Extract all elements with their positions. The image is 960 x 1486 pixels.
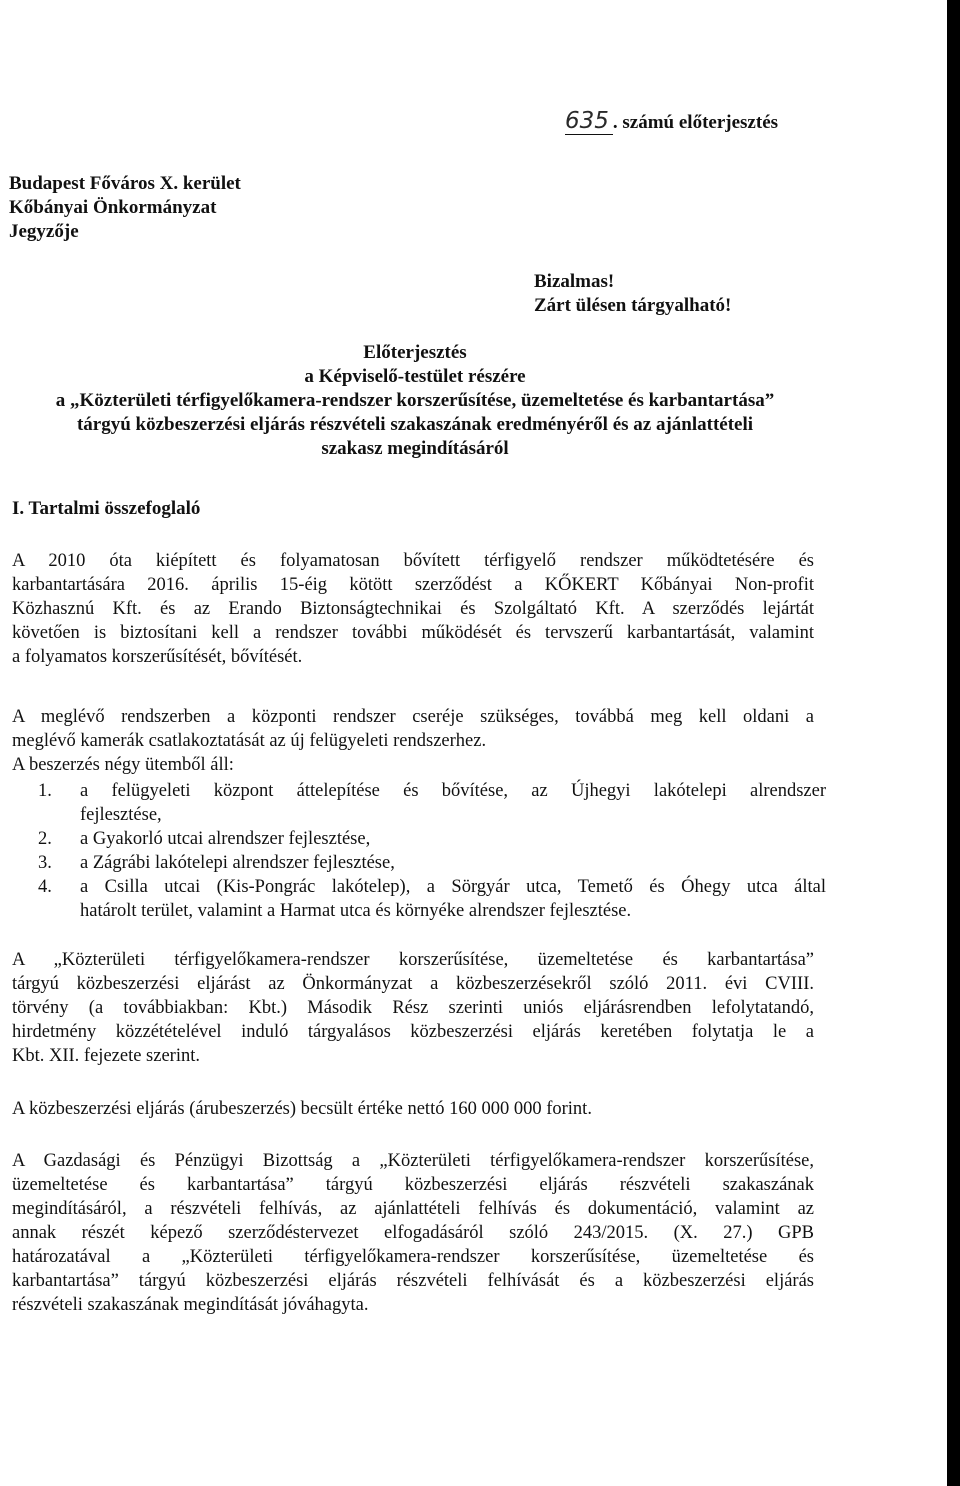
paragraph-line: határozatával a „Közterületi térfigyelőkamera-rendszer korszerűsítése, üzemeltetése és <box>12 1247 814 1267</box>
list-line: fejlesztése, <box>80 805 162 825</box>
scan-edge-band <box>947 0 960 1486</box>
list-item <box>12 779 826 827</box>
section-heading: I. Tartalmi összefoglaló <box>12 498 201 519</box>
proposal-number <box>565 108 778 135</box>
issuer-line: Kőbányai Önkormányzat <box>9 197 217 218</box>
list-item <box>12 875 826 923</box>
paragraph-line: részvételi szakaszának megindítását jóváhagyta. <box>12 1295 369 1315</box>
list-line: a felügyeleti központ áttelepítése és bővítése, az Újhegyi lakótelepi alrendszer <box>80 781 826 801</box>
paragraph-line: karbantartása” tárgyú közbeszerzési eljárás részvételi felhívását és a közbeszerzési eljárás <box>12 1271 814 1291</box>
list-text <box>80 779 826 827</box>
issuer-block <box>9 172 409 244</box>
paragraph-line: karbantartására 2016. április 15-éig kötött szerződést a KŐKERT Kőbányai Non-profit <box>12 575 814 595</box>
document-title <box>0 341 830 461</box>
paragraph-line: Kbt. XII. fejezete szerint. <box>12 1046 200 1066</box>
title-line: szakasz megindításáról <box>321 438 509 459</box>
handwritten-number: 635 <box>565 108 613 135</box>
paragraph-line: törvény (a továbbiakban: Kbt.) Második Rész szerinti uniós eljárásrendben lefolytatandó, <box>12 998 814 1018</box>
list-text <box>80 851 826 875</box>
paragraph-5 <box>12 1149 814 1317</box>
title-line: tárgyú közbeszerzési eljárás részvételi szakaszának eredményéről és az ajánlattételi <box>76 414 754 435</box>
closed-session-label: Zárt ülésen tárgyalható! <box>534 295 732 316</box>
list-line: a Csilla utcai (Kis-Pongrác lakótelep), a Sörgyár utca, Temető és Óhegy utca által <box>80 877 826 897</box>
issuer-line: Jegyzője <box>9 221 79 242</box>
title-line: a Képviselő-testület részére <box>304 366 526 387</box>
paragraph-line: meglévő kamerák csatlakoztatását az új felügyeleti rendszerhez. <box>12 731 487 751</box>
paragraph-line: A beszerzés négy ütemből áll: <box>12 755 234 775</box>
paragraph-line: Közhasznú Kft. és az Erando Biztonságtechnikai és Szolgáltató Kft. A szerződés lejártát <box>12 599 814 619</box>
list-item <box>12 827 814 851</box>
list-line: a Zágrábi lakótelepi alrendszer fejlesztése, <box>80 853 395 873</box>
paragraph-line: követően is biztosítani kell a rendszer további működését és tervszerű karbantartását, valamint <box>12 623 814 643</box>
list-text <box>80 827 826 851</box>
paragraph-line: üzemeltetése és karbantartása” tárgyú közbeszerzési eljárás részvételi szakaszának <box>12 1175 814 1195</box>
paragraph-2 <box>12 705 814 777</box>
paragraph-line: hirdetmény közzétételével induló tárgyalásos közbeszerzési eljárás keretében folytatja le a <box>12 1022 814 1042</box>
paragraph-1 <box>12 549 814 669</box>
list-item <box>12 851 814 875</box>
list-line: határolt terület, valamint a Harmat utca és környéke alrendszer fejlesztése. <box>80 901 632 921</box>
paragraph-line: a folyamatos korszerűsítését, bővítését. <box>12 647 303 667</box>
list-line: a Gyakorló utcai alrendszer fejlesztése, <box>80 829 371 849</box>
confidential-label: Bizalmas! <box>534 271 615 292</box>
list-number: 4. <box>38 877 52 897</box>
paragraph-line: A 2010 óta kiépített és folyamatosan bővített térfigyelő rendszer működtetésére és <box>12 551 814 571</box>
proposal-label: . számú előterjesztés <box>612 112 779 133</box>
list-number: 2. <box>38 829 52 849</box>
paragraph-line: A meglévő rendszerben a központi rendszer cseréje szükséges, továbbá meg kell oldani a <box>12 707 814 727</box>
title-line: a „Közterületi térfigyelőkamera-rendszer korszerűsítése, üzemeltetése és karbantartása” <box>55 390 775 411</box>
list-number: 1. <box>38 781 52 801</box>
paragraph-line: A „Közterületi térfigyelőkamera-rendszer korszerűsítése, üzemeltetése és karbantartása” <box>12 950 814 970</box>
paragraph-line: annak részét képező szerződéstervezet elfogadásáról szóló 243/2015. (X. 27.) GPB <box>12 1223 814 1243</box>
paragraph-4: A közbeszerzési eljárás (árubeszerzés) becsült értéke nettó 160 000 000 forint. <box>12 1099 592 1119</box>
paragraph-line: megindításáról, a részvételi felhívás, az ajánlattételi felhívás és dokumentáció, valamint az <box>12 1199 814 1219</box>
issuer-line: Budapest Főváros X. kerület <box>9 173 241 194</box>
paragraph-3 <box>12 948 814 1068</box>
title-line: Előterjesztés <box>363 342 467 363</box>
paragraph-line: tárgyú közbeszerzési eljárást az Önkormányzat a közbeszerzésekről szóló 2011. évi CVIII. <box>12 974 814 994</box>
list-number: 3. <box>38 853 52 873</box>
list-text <box>80 875 826 923</box>
paragraph-line: A Gazdasági és Pénzügyi Bizottság a „Közterületi térfigyelőkamera-rendszer korszerűsítése, <box>12 1151 814 1171</box>
confidential-block <box>534 270 834 318</box>
